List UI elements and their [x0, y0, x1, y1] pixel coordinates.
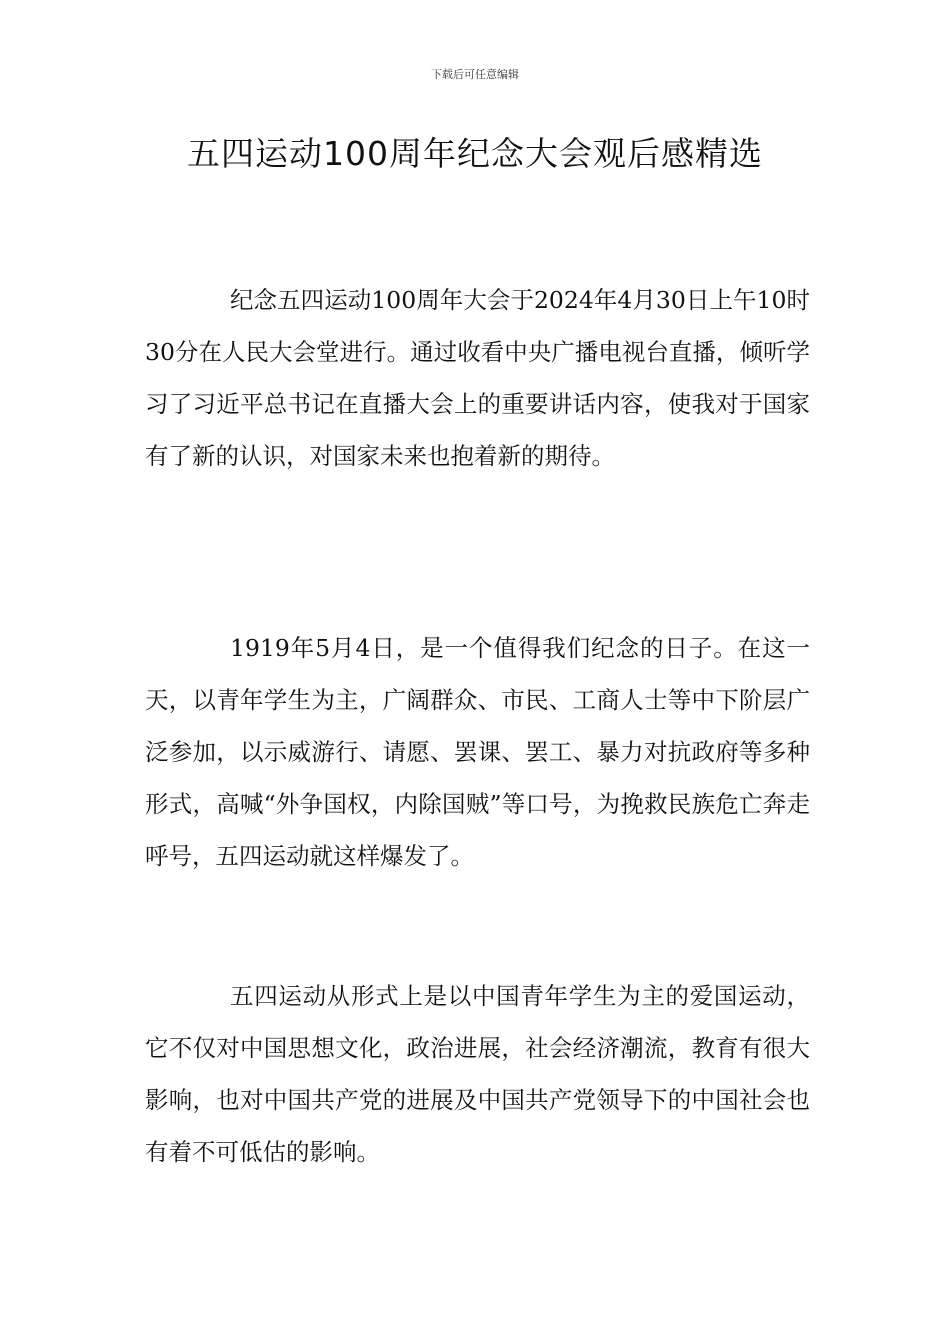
- document-title: 五四运动100周年纪念大会观后感精选: [187, 134, 763, 173]
- paragraph-3: 五四运动从形式上是以中国青年学生为主的爱国运动，它不仅对中国思想文化，政治进展，社会经济潮流，教育有很大影响，也对中国共产党的进展及中国共产党领导下的中国社会也有着不可低估的影响。: [145, 982, 810, 1166]
- header-note: 下载后可任意编辑: [431, 68, 519, 81]
- paragraph-2: 1919年5月4日，是一个值得我们纪念的日子。在这一天，以青年学生为主，广阔群众、市民、工商人士等中下阶层广泛参加，以示威游行、请愿、罢课、罢工、暴力对抗政府等多种形式，高喊“外争国权，内除国贼”等口号，为挽救民族危亡奔走呼号，五四运动就这样爆发了。: [145, 634, 810, 870]
- paragraph-1: 纪念五四运动100周年大会于2024年4月30日上午10时30分在人民大会堂进行。通过收看中央广播电视台直播，倾听学习了习近平总书记在直播大会上的重要讲话内容，使我对于国家有了新的认识，对国家未来也抱着新的期待。: [145, 286, 810, 470]
